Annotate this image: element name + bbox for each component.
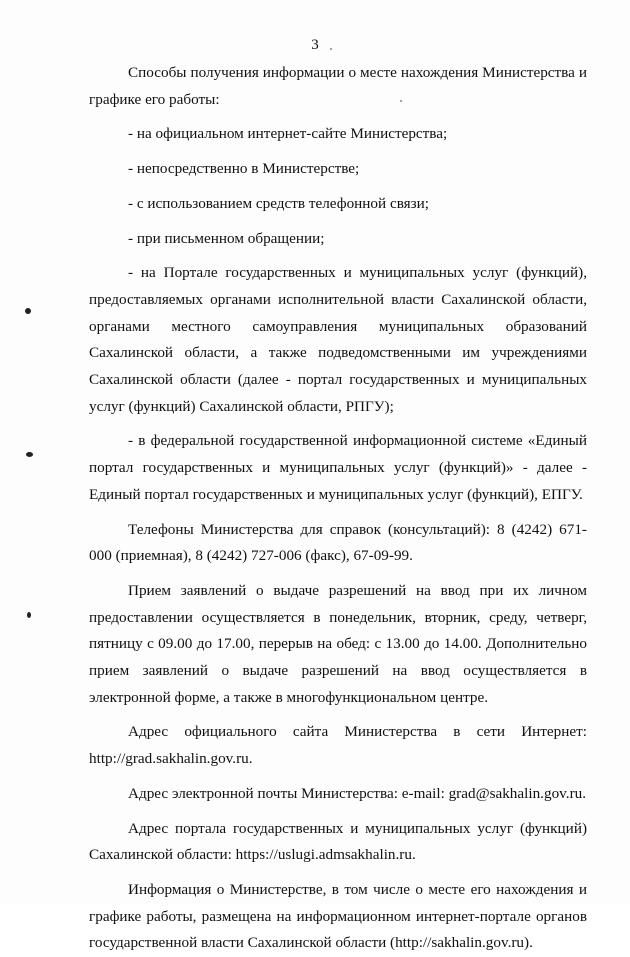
binder-hole-mark xyxy=(27,612,31,618)
document-body xyxy=(89,60,587,957)
scan-speck xyxy=(400,100,402,102)
paragraph-website-address: Адрес официального сайта Министерства в сети Интернет: http://grad.sakhalin.gov.ru. xyxy=(89,723,587,768)
paragraph-email-address: Адрес электронной почты Министерства: e-mail: grad@sakhalin.gov.ru. xyxy=(128,784,587,802)
list-item-phone: - с использованием средств телефонной связи; xyxy=(128,194,429,212)
scan-speck xyxy=(330,48,332,50)
paragraph-phones: Телефоны Министерства для справок (консультаций): 8 (4242) 671-000 (приемная), 8 (4242) 727-006 (факс), 67-09-99. xyxy=(89,520,587,565)
paragraph-ministry-info: Информация о Министерстве, в том числе о месте его нахождения и графике работы, размещена на информационном интернет-портале органов государственной власти Сахалинской области (http://sakhalin.gov.ru). xyxy=(89,880,587,952)
list-item-written: - при письменном обращении; xyxy=(128,229,325,247)
page-number: 3 xyxy=(311,37,319,53)
list-item-rpgu: - на Портале государственных и муниципальных услуг (функций), предоставляемых органами исполнительной власти Сахалинской области, органами местного самоуправления муниципальных образований Сахалинской области, а также подведомственными им учреждениями Сахалинской области (далее - портал государственных и муниципальных услуг (функций) Сахалинской области, РПГУ); xyxy=(89,264,587,415)
list-item-in-person: - непосредственно в Министерстве; xyxy=(128,160,360,178)
paragraph-info-methods: Способы получения информации о месте нахождения Министерства и графике его работы: xyxy=(89,64,587,108)
list-item-epgu: - в федеральной государственной информационной системе «Единый портал государственных и муниципальных услуг (функций)» - далее - Единый портал государственных и муниципальных услуг (функций), ЕПГУ. xyxy=(89,432,587,503)
list-item-website: - на официальном интернет-сайте Министерства; xyxy=(128,125,448,143)
binder-hole-mark xyxy=(26,452,33,457)
binder-hole-mark xyxy=(25,308,31,314)
paragraph-reception-hours: Прием заявлений о выдаче разрешений на ввод при их личном предоставлении осуществляется в понедельник, вторник, среду, четверг, пятницу с 09.00 до 17.00, перерыв на обед: с 13.00 до 14.00. Дополнительно прием заявлений о выдаче разрешений на ввод осуществляется в электронной форме, а также в многофункциональном центре. xyxy=(89,581,587,706)
paragraph-portal-address: Адрес портала государственных и муниципальных услуг (функций) Сахалинской области: https://uslugi.admsakhalin.ru. xyxy=(89,819,587,864)
